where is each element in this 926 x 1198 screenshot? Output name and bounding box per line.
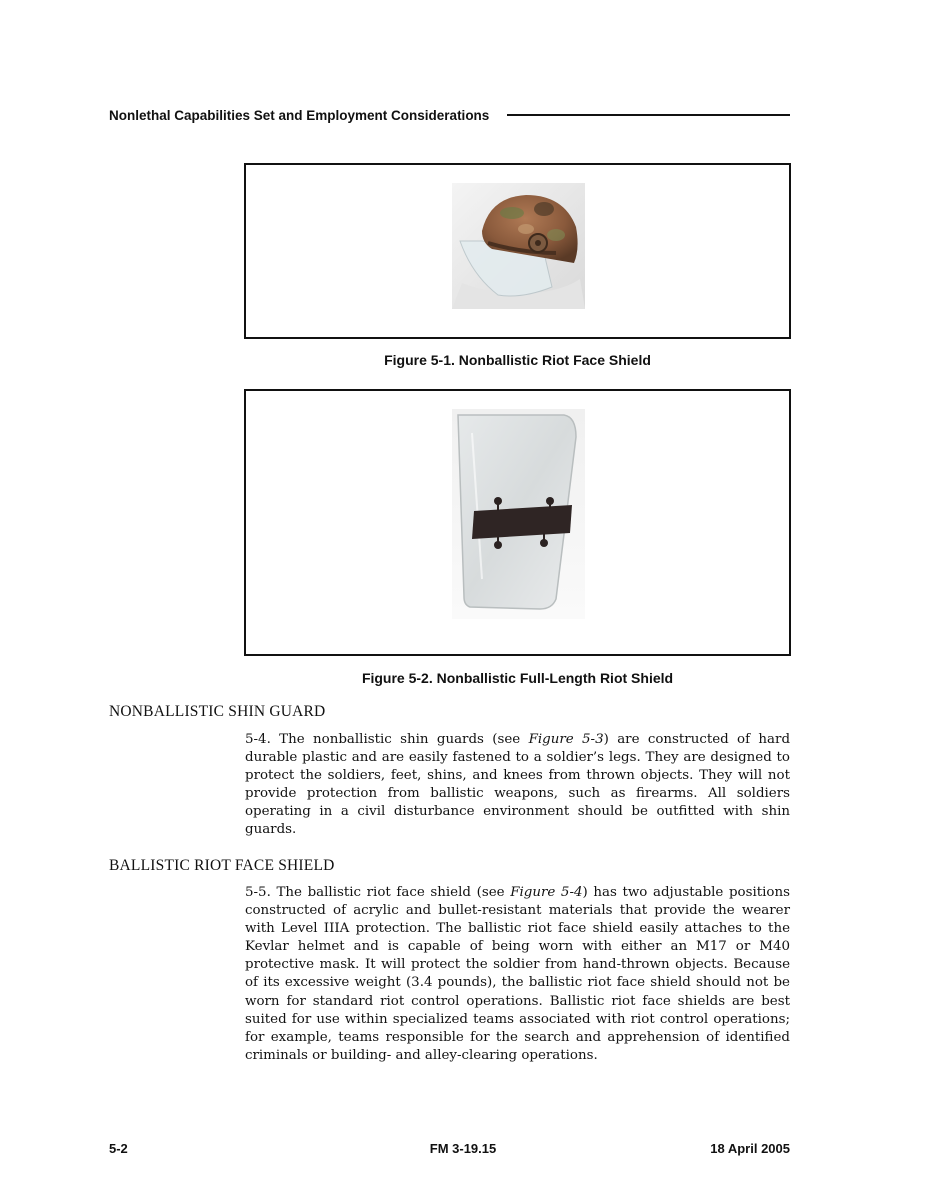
running-header xyxy=(109,105,790,125)
paragraph-5-4-text-start: 5-4. The nonballistic shin guards (see xyxy=(245,732,529,747)
paragraph-5-5 xyxy=(245,884,790,1065)
figure-5-4-reference: Figure 5-4 xyxy=(510,885,583,900)
riot-helmet-face-shield-photo xyxy=(452,183,585,309)
header-title: Nonlethal Capabilities Set and Employment Considerations xyxy=(109,107,490,123)
section-heading-ballistic-face-shield: BALLISTIC RIOT FACE SHIELD xyxy=(109,857,335,874)
footer-manual-id: FM 3-19.15 xyxy=(429,1141,497,1156)
footer-date: 18 April 2005 xyxy=(710,1141,790,1156)
footer-page-number: 5-2 xyxy=(109,1141,128,1156)
paragraph-5-4 xyxy=(245,731,790,840)
figure-5-1-frame xyxy=(244,163,791,339)
paragraph-5-5-text-start: 5-5. The ballistic riot face shield (see xyxy=(245,885,511,900)
section-heading-shin-guard: NONBALLISTIC SHIN GUARD xyxy=(109,703,326,720)
figure-5-3-reference: Figure 5-3 xyxy=(528,732,604,747)
figure-5-1-caption: Figure 5-1. Nonballistic Riot Face Shield xyxy=(384,352,651,368)
paragraph-5-4-text-end: ) are constructed of hard durable plastic and are easily fastened to a soldier’s legs. They are designed to protect the soldiers, feet, shins, and knees from thrown objects. They will not provide protection from ballistic weapons, such as firearms. All soldiers operating in a civil disturbance environment should be outfitted with shin guards. xyxy=(245,732,791,838)
figure-5-2-caption: Figure 5-2. Nonballistic Full-Length Riot Shield xyxy=(361,670,674,686)
clear-riot-shield-photo xyxy=(452,409,585,619)
paragraph-5-5-text-end: ) has two adjustable positions constructed of acrylic and bullet-resistant materials that provide the wearer with Level IIIA protection. The ballistic riot face shield easily attaches to the Kevlar helmet and is capable of being worn with either an M17 or M40 protective mask. It will protect the soldier from hand-thrown objects. Because of its excessive weight (3.4 pounds), the ballistic riot face shield should not be worn for standard riot control operations. Ballistic riot face shields are best suited for use within specialized teams associated with riot control operations; for example, teams responsible for the search and apprehension of identified criminals or building- and alley-clearing operations. xyxy=(245,885,790,1063)
figure-5-2-frame xyxy=(244,389,791,656)
header-rule xyxy=(507,114,790,116)
